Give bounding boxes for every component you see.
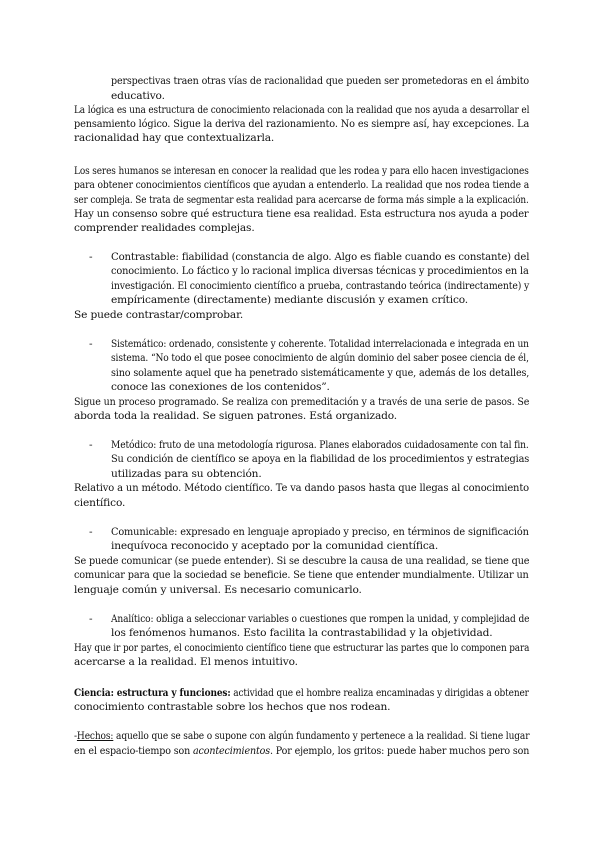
- ciencia-heading: Ciencia: estructura y funciones:: [74, 687, 231, 699]
- sistematico-line-1: Sistemático: ordenado, consistente y coherente. Totalidad interrelacionada e integrada en un: [111, 338, 529, 350]
- comunicable-note-1: Se puede comunicar (se puede entender). Si se descubre la causa de una realidad, se tiene que: [74, 555, 530, 567]
- seres-line-1: Los seres humanos se interesan en conocer la realidad que les rodea y para ello hacen investigaciones: [74, 165, 529, 177]
- analitico-note-2: acercarse a la realidad. El menos intuitivo.: [74, 656, 298, 668]
- hechos-term: Hechos:: [76, 730, 114, 742]
- seres-line-5: comprender realidades complejas.: [74, 222, 255, 234]
- comunicable-line-1: Comunicable: expresado en lenguaje apropiado y preciso, en términos de significación: [111, 526, 529, 538]
- intro-line-1: perspectivas traen otras vías de racionalidad que pueden ser prometedoras en el ámbito: [111, 75, 530, 87]
- metodico-line-3: utilizadas para su obtención.: [111, 468, 262, 480]
- contrastable-line-4: empíricamente (directamente) mediante discusión y examen crítico.: [111, 294, 468, 306]
- list-bullet: -: [89, 613, 93, 625]
- list-bullet: -: [89, 439, 93, 451]
- contrastable-line-1: Contrastable: fiabilidad (constancia de algo. Algo es fiable cuando es constante) del: [111, 251, 530, 263]
- seres-line-3: ser compleja. Se trata de segmentar esta realidad para acercarse de forma más simple a la explicación.: [74, 194, 529, 206]
- sistematico-line-2: sistema. “No todo el que posee conocimiento de algún dominio del saber posee ciencia de él,: [111, 352, 529, 364]
- metodico-line-1: Metódico: fruto de una metodología rigurosa. Planes elaborados cuidadosamente con tal fin.: [111, 439, 529, 451]
- contrastable-note: Se puede contrastar/comprobar.: [74, 309, 244, 321]
- comunicable-note-2: comunicar para que la sociedad se beneficie. Se tiene que entender mundialmente. Utilizar un: [74, 569, 529, 581]
- comunicable-note-3: lenguaje común y universal. Es necesario comunicarlo.: [74, 584, 362, 596]
- contrastable-line-3: investigación. El conocimiento científico a prueba, contrastando teórica (indirectamente) y: [111, 280, 530, 292]
- sistematico-line-4: conoce las conexiones de los contenidos”.: [111, 381, 330, 393]
- analitico-line-2: los fenómenos humanos. Esto facilita la contrastabilidad y la objetividad.: [111, 627, 493, 639]
- hechos-line-2-a: en el espacio-tiempo son: [74, 745, 193, 757]
- comunicable-line-2: inequívoca reconocido y aceptado por la comunidad científica.: [111, 540, 439, 552]
- acontecimientos-term: acontecimientos: [192, 745, 270, 757]
- hechos-line-1-text: aquello que se sabe o supone con algún fundamento y pertenece a la realidad. Si tiene lugar: [113, 730, 530, 742]
- contrastable-line-2: conocimiento. Lo fáctico y lo racional implica diversas técnicas y procedimientos en la: [111, 265, 529, 277]
- logica-line-3: racionalidad hay que contextualizarla.: [74, 132, 275, 144]
- analitico-line-1: Analítico: obliga a seleccionar variables o cuestiones que rompen la unidad, y complejidad de: [111, 613, 530, 625]
- metodico-line-2: Su condición de científico se apoya en la fiabilidad de los procedimientos y estrategias: [111, 453, 530, 465]
- sistematico-line-3: sino solamente aquel que ha penetrado sistemáticamente y que, además de los detalles,: [111, 367, 530, 379]
- ciencia-line-2: conocimiento contrastable sobre los hechos que nos rodean.: [74, 701, 391, 713]
- hechos-line-1: [74, 729, 529, 743]
- hechos-line-2: [74, 744, 529, 758]
- sistematico-note-2: aborda toda la realidad. Se siguen patrones. Está organizado.: [74, 410, 398, 422]
- logica-line-1: La lógica es una estructura de conocimiento relacionada con la realidad que nos ayuda a desarrollar el: [74, 104, 530, 116]
- logica-line-2: pensamiento lógico. Sigue la deriva del razionamiento. No es siempre así, hay excepciones. La: [74, 118, 530, 130]
- list-bullet: -: [89, 251, 93, 263]
- ciencia-line-1: [74, 686, 529, 700]
- seres-line-4: Hay un consenso sobre qué estructura tiene esa realidad. Esta estructura nos ayuda a poder: [74, 208, 529, 220]
- hechos-prefix: -: [74, 730, 77, 742]
- list-bullet: -: [89, 526, 93, 538]
- metodico-note-1: Relativo a un método. Método científico. Te va dando pasos hasta que llegas al conocimiento: [74, 482, 530, 494]
- hechos-line-2-b: . Por ejemplo, los gritos: puede haber muchos pero son: [269, 745, 530, 757]
- metodico-note-2: científico.: [74, 497, 126, 509]
- seres-line-2: para obtener conocimientos científicos que ayudan a entenderlo. La realidad que nos rodea tiende a: [74, 179, 530, 191]
- list-bullet: -: [89, 338, 93, 350]
- ciencia-line-1-text: actividad que el hombre realiza encaminadas y dirigidas a obtener: [230, 687, 529, 699]
- sistematico-note-1: Sigue un proceso programado. Se realiza con premeditación y a través de una serie de pasos. Se: [74, 396, 530, 408]
- analitico-note-1: Hay que ir por partes, el conocimiento científico tiene que estructurar las partes que lo componen para: [74, 642, 530, 654]
- intro-line-2: educativo.: [111, 90, 165, 102]
